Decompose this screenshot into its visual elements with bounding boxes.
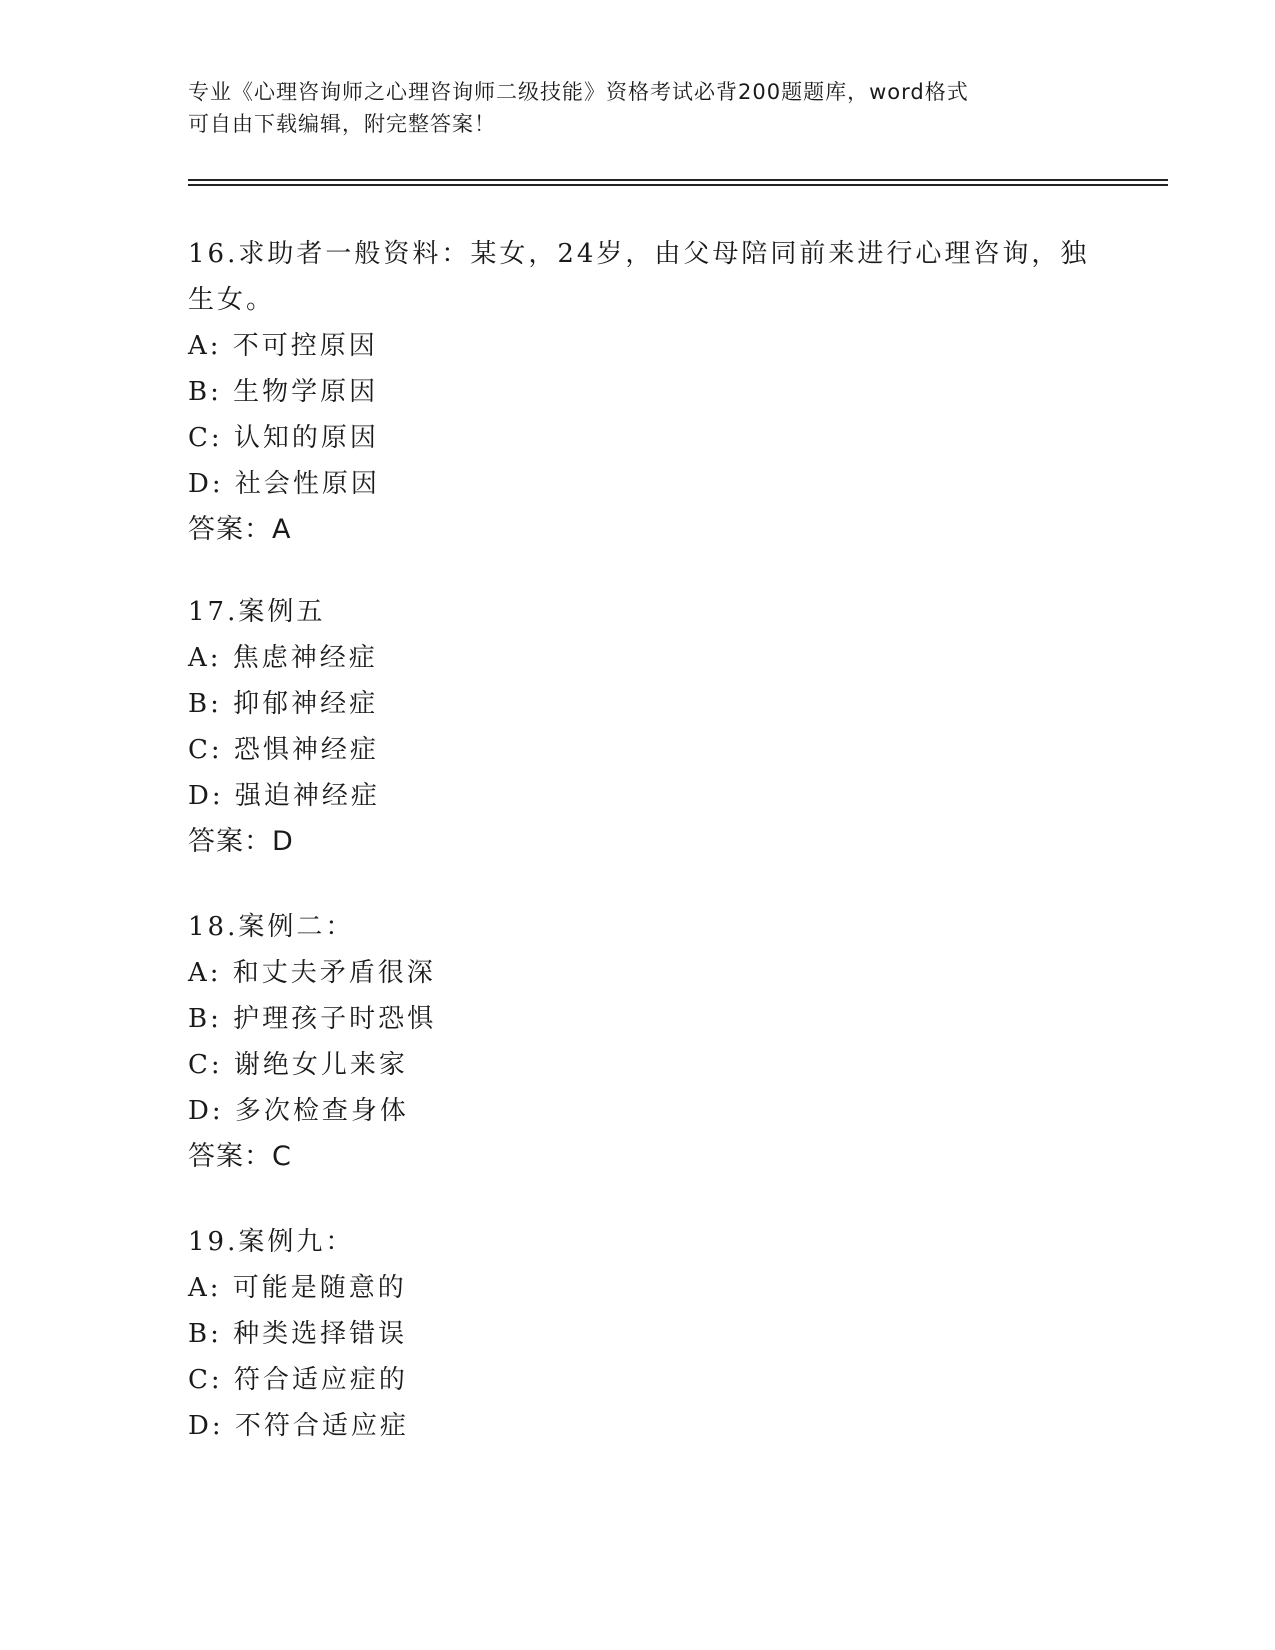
question-18 xyxy=(188,904,1108,1180)
option-a: A: 可能是随意的 xyxy=(188,1273,407,1303)
option-d: D: 社会性原因 xyxy=(188,469,380,499)
option-d: D: 多次检查身体 xyxy=(188,1096,409,1126)
question-stem: 17.案例五 xyxy=(188,597,326,627)
option-c: C: 谢绝女儿来家 xyxy=(188,1050,408,1080)
document-header xyxy=(188,76,1068,140)
answer: 答案：A xyxy=(188,514,292,545)
option-c: C: 认知的原因 xyxy=(188,423,379,453)
question-stem: 16.求助者一般资料：某女，24岁，由父母陪同前来进行心理咨询，独生女。 xyxy=(188,239,1090,315)
option-a: A: 不可控原因 xyxy=(188,331,378,361)
option-b: B: 生物学原因 xyxy=(188,377,379,407)
option-a: A: 和丈夫矛盾很深 xyxy=(188,958,436,988)
question-stem: 18.案例二： xyxy=(188,912,355,942)
option-c: C: 符合适应症的 xyxy=(188,1365,408,1395)
header-line-1: 专业《心理咨询师之心理咨询师二级技能》资格考试必背200题题库，word格式 xyxy=(188,80,969,104)
option-d: D: 不符合适应症 xyxy=(188,1411,409,1441)
option-b: B: 护理孩子时恐惧 xyxy=(188,1004,437,1034)
question-19 xyxy=(188,1219,1108,1449)
header-line-2: 可自由下载编辑，附完整答案！ xyxy=(188,112,496,136)
question-16 xyxy=(188,231,1108,553)
answer: 答案：C xyxy=(188,1141,292,1172)
option-c: C: 恐惧神经症 xyxy=(188,735,379,765)
option-d: D: 强迫神经症 xyxy=(188,781,380,811)
option-b: B: 抑郁神经症 xyxy=(188,689,379,719)
question-stem: 19.案例九： xyxy=(188,1227,355,1257)
header-divider-bottom xyxy=(188,184,1168,186)
answer: 答案：D xyxy=(188,826,294,857)
option-b: B: 种类选择错误 xyxy=(188,1319,408,1349)
question-17 xyxy=(188,589,1108,865)
header-divider-top xyxy=(188,179,1168,181)
option-a: A: 焦虑神经症 xyxy=(188,643,378,673)
